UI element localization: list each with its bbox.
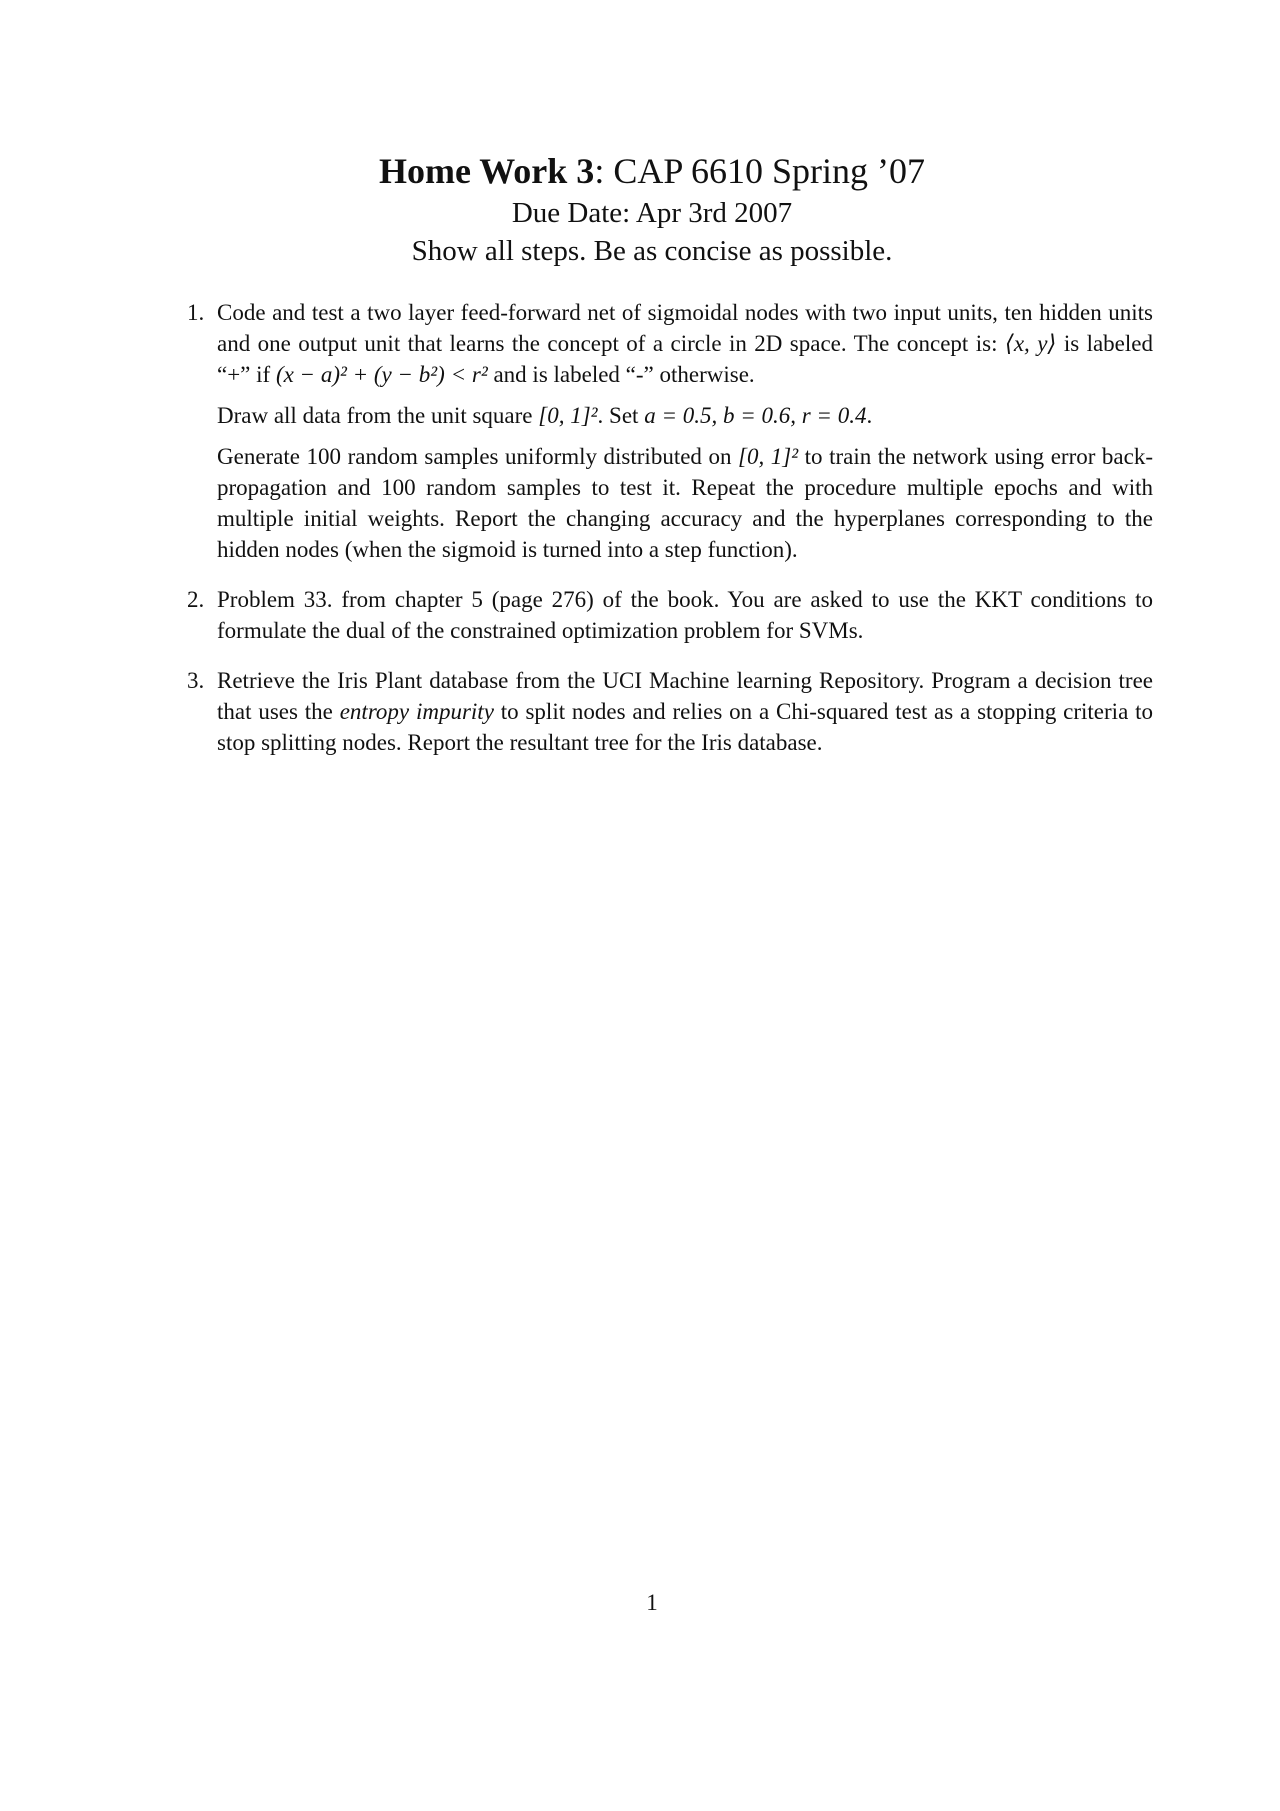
title-block	[0, 148, 1280, 270]
page-number: 1	[646, 1590, 658, 1615]
text-run: to train the network using error back-propagation and 100 random samples to test it. Repeat the procedure multiple epochs and with multiple initial weights. Report the changing accuracy and the hyperplanes corresponding to the hidden nodes (when the sigmoid is turned into a step function).	[217, 444, 1154, 562]
problem-number: 2.	[187, 587, 205, 612]
problem-3-paragraph	[217, 665, 1153, 758]
problem-1-paragraph-3	[217, 441, 1153, 565]
math-expression: [0, 1]²	[738, 444, 799, 469]
due-date: Due Date: Apr 3rd 2007	[511, 197, 793, 229]
text-run: .	[866, 403, 873, 428]
text-run: Generate 100 random samples uniformly distributed on	[217, 444, 739, 469]
text-run: Code and test a two layer feed-forward net of sigmoidal nodes with two input units, ten hidden units and one output unit that learns the concept of a circle in 2D space. The concept is:	[217, 300, 1153, 356]
math-expression: (x − a)² + (y − b²) < r²	[275, 362, 488, 387]
text-run: Retrieve the Iris Plant database from the UCI Machine learning Repository. Program a decision tree that uses the	[217, 668, 1153, 724]
math-expression: a = 0.5, b = 0.6, r = 0.4	[644, 403, 867, 428]
text-run: Draw all data from the unit square	[217, 403, 539, 428]
instruction: Show all steps. Be as concise as possible.	[411, 235, 893, 267]
title-rest: : CAP 6610 Spring ’07	[594, 151, 926, 191]
math-expression: [0, 1]²	[538, 403, 598, 428]
problem-2	[187, 584, 1153, 646]
problem-2-paragraph: Problem 33. from chapter 5 (page 276) of the book. You are asked to use the KKT conditions to formulate the dual of the constrained optimization problem for SVMs.	[217, 587, 1153, 643]
text-run: and is labeled “-” otherwise.	[487, 362, 755, 387]
title-bold: Home Work 3	[378, 151, 595, 191]
problem-1	[187, 297, 1153, 565]
text-run: . Set	[597, 403, 645, 428]
problem-1-paragraph-1	[217, 297, 1153, 390]
text-run: to split nodes and relies on a Chi-squared test as a stopping criteria to stop splitting nodes. Report the resultant tree for the Iris database.	[217, 699, 1153, 755]
problem-1-paragraph-2	[217, 400, 1153, 431]
emphasis-text: entropy impurity	[339, 699, 494, 724]
text-run: is labeled “+” if	[217, 331, 1153, 387]
problem-number: 1.	[187, 300, 205, 325]
problem-list	[187, 297, 1153, 777]
problem-3	[187, 665, 1153, 758]
math-expression: ⟨x, y⟩	[1004, 331, 1057, 356]
page-title	[0, 148, 1280, 194]
problem-number: 3.	[187, 668, 205, 693]
